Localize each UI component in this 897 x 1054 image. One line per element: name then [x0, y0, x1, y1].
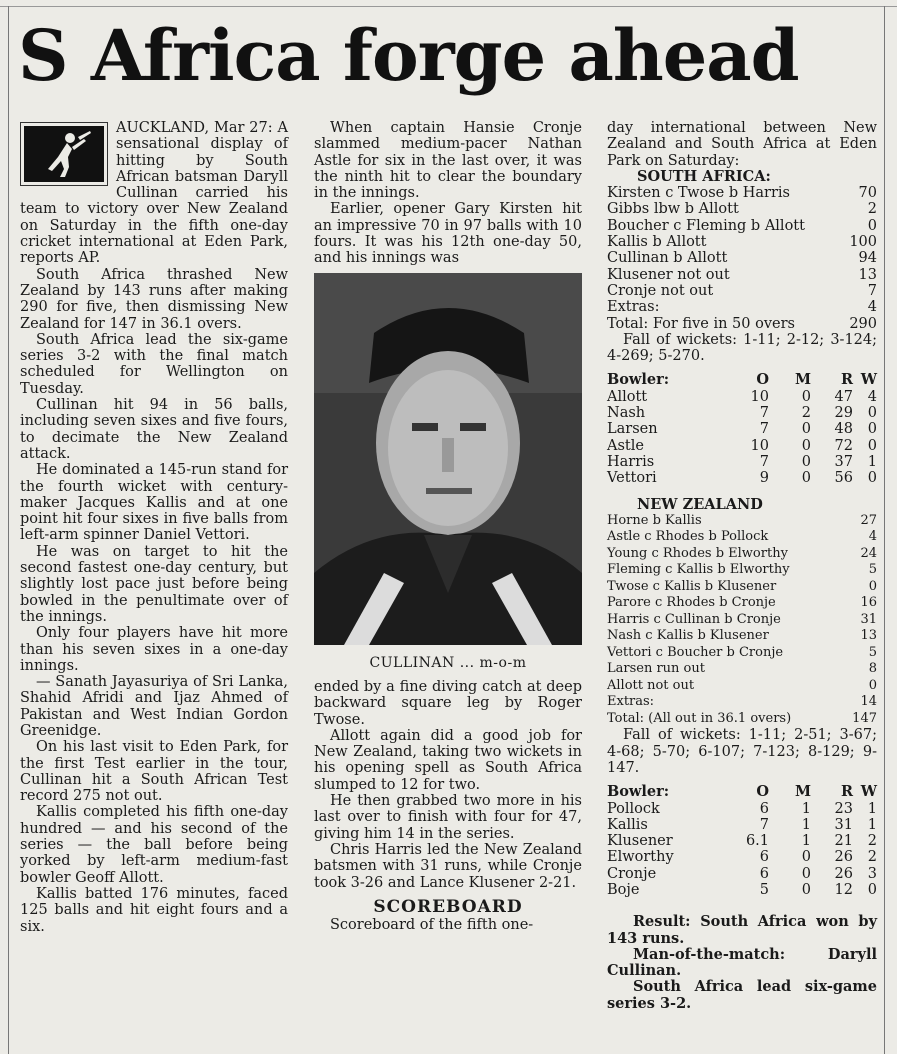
runs: 7: [867, 282, 877, 299]
maidens: 1: [801, 800, 811, 817]
runs: 70: [858, 185, 877, 202]
total-row: [607, 316, 877, 332]
fall-of-wickets: Fall of wickets: 1-11; 2-12; 3-124; 4-269; 5-270.: [607, 331, 877, 365]
header-cell: Bowler:: [607, 371, 670, 389]
runs: 29: [834, 405, 853, 422]
runs: 0: [867, 217, 877, 234]
runs: 4: [868, 529, 877, 545]
runs: 16: [860, 595, 877, 611]
man-of-the-match: Man-of-the-match: Daryll Cullinan.: [607, 945, 877, 980]
bowling-row: [607, 882, 877, 898]
bowling-row: [607, 438, 877, 454]
paragraph: Chris Harris led the New Zealand batsmen with 31 runs, while Cronje took 3-26 and Lance Klusener 2-21.: [314, 841, 582, 891]
runs: 56: [834, 470, 853, 487]
batsman-name: Klusener not out: [607, 266, 730, 283]
paragraph: Kallis completed his fifth one-day hundred — and his second of the series — the ball before being yorked by left-arm medium-fast bowler Geoff Allott.: [20, 804, 288, 886]
header-cell: M: [794, 783, 811, 801]
batsman-name: Kallis b Allott: [607, 234, 707, 251]
paragraph: ended by a fine diving catch at deep backward square leg by Roger Twose.: [314, 678, 582, 728]
bowling-row: [607, 454, 877, 470]
article-column-2: [314, 120, 582, 933]
overs: 10: [750, 388, 769, 405]
header-cell: M: [794, 371, 811, 389]
bowling-row: [607, 405, 877, 421]
overs: 9: [759, 470, 769, 487]
bowler-name: Klusener: [607, 833, 673, 850]
bowling-row: [607, 470, 877, 486]
bowler-name: Elworthy: [607, 849, 674, 866]
bowler-name: Vettori: [607, 470, 657, 487]
wickets: 0: [867, 421, 877, 438]
batting-row: [607, 201, 877, 217]
paragraph: Only four players have hit more than his seven sixes in a one-day innings.: [20, 625, 288, 674]
bowling-header: [607, 372, 877, 388]
wickets: 1: [867, 453, 877, 470]
sa-team-heading: SOUTH AFRICA:: [637, 167, 771, 185]
total-row: [607, 711, 877, 728]
batting-row: [607, 628, 877, 645]
runs: 72: [834, 437, 853, 454]
sa-bowling-table: [607, 372, 877, 486]
sa-batting-list: [607, 185, 877, 332]
runs: 8: [868, 661, 877, 677]
batsman-name: Fleming c Kallis b Elworthy: [607, 562, 790, 578]
runs: 94: [858, 250, 877, 267]
header-cell: Bowler:: [607, 783, 670, 801]
runs: 47: [834, 388, 853, 405]
bowling-row: [607, 833, 877, 849]
bowling-row: [607, 421, 877, 437]
series-status: South Africa lead six-game series 3-2.: [607, 978, 877, 1012]
runs: 13: [858, 266, 877, 283]
maidens: 2: [801, 405, 811, 422]
overs: 7: [759, 453, 769, 470]
runs: 147: [852, 710, 877, 726]
maidens: 0: [801, 453, 811, 470]
paragraph: South Africa thrashed New Zealand by 143 runs after making 290 for five, then dismissing New Zealand for 147 in 36.1 overs.: [20, 266, 288, 332]
overs: 6: [759, 849, 769, 866]
batting-row: [607, 218, 877, 234]
runs: 26: [834, 865, 853, 882]
maidens: 0: [801, 470, 811, 487]
bowling-row: [607, 866, 877, 882]
maidens: 0: [801, 437, 811, 454]
runs: 4: [867, 299, 877, 316]
paragraph: On his last visit to Eden Park, for the first Test earlier in the tour, Cullinan hit a South African Test record 275 not out.: [20, 739, 288, 805]
fall-of-wickets: Fall of wickets: 1-11; 2-51; 3-67; 4-68; 5-70; 6-107; 7-123; 8-129; 9-147.: [607, 727, 877, 776]
runs: 0: [868, 677, 877, 693]
bowler-name: Nash: [607, 405, 646, 422]
runs: 5: [868, 562, 877, 578]
batsman-icon: [34, 129, 94, 179]
batsman-name: Larsen run out: [607, 661, 705, 677]
batting-row: [607, 546, 877, 563]
batting-row: [607, 678, 877, 695]
portrait-image: [314, 273, 582, 645]
paragraph: When captain Hansie Cronje slammed medium-pacer Nathan Astle for six in the last over, it was the ninth hit to clear the boundary in the innings.: [314, 120, 582, 202]
wickets: 0: [867, 405, 877, 422]
maidens: 1: [801, 833, 811, 850]
paragraph: Cullinan hit 94 in 56 balls, including seven sixes and five fours, to decimate the New Zealand attack.: [20, 397, 288, 462]
maidens: 0: [801, 882, 811, 898]
header-cell: W: [860, 783, 877, 801]
batsman-name: Horne b Kallis: [607, 512, 702, 528]
batsman-name: Boucher c Fleming b Allott: [607, 217, 805, 234]
extras-label: Extras:: [607, 694, 655, 710]
header-cell: O: [756, 371, 769, 389]
cullinan-photo: [314, 273, 582, 645]
runs: 13: [860, 628, 877, 644]
bowling-header: [607, 784, 877, 800]
bowler-name: Astle: [607, 437, 644, 454]
batting-row: [607, 267, 877, 283]
wickets: 0: [867, 470, 877, 487]
batsman-name: Allott not out: [607, 677, 695, 693]
paragraph: Kallis batted 176 minutes, faced 125 balls and hit eight fours and a six.: [20, 885, 288, 935]
runs: 48: [834, 421, 853, 438]
batting-row: [607, 234, 877, 250]
match-result: [607, 914, 877, 1012]
nz-batting-list: [607, 513, 877, 728]
total-label: Total: (All out in 36.1 overs): [607, 710, 792, 726]
overs: 6: [759, 865, 769, 882]
bowling-row: [607, 849, 877, 865]
overs: 6: [759, 800, 769, 817]
runs: 24: [860, 545, 877, 561]
bowler-name: Allott: [607, 388, 648, 405]
overs: 10: [750, 437, 769, 454]
runs: 26: [834, 849, 853, 866]
batsman-name: Kirsten c Twose b Harris: [607, 185, 790, 202]
runs: 37: [834, 453, 853, 470]
header-cell: R: [840, 371, 853, 389]
runs: 0: [868, 578, 877, 594]
maidens: 1: [801, 816, 811, 833]
header-cell: O: [756, 783, 769, 801]
batsman-name: Nash c Kallis b Klusener: [607, 628, 769, 644]
runs: 5: [868, 644, 877, 660]
batting-row: [607, 513, 877, 530]
wickets: 4: [867, 388, 877, 405]
paragraph: He then grabbed two more in his last over to finish with four for 47, giving him 14 in the series.: [314, 793, 582, 842]
header-cell: R: [840, 783, 853, 801]
overs: 5: [759, 882, 769, 898]
batting-row: [607, 612, 877, 629]
clipping-top-edge: [0, 0, 897, 7]
maidens: 0: [801, 421, 811, 438]
runs: 12: [834, 882, 853, 898]
paragraph: He was on target to hit the second fastest one-day century, but slightly lost pace just before being bowled in the penultimate over of the innings.: [20, 543, 288, 625]
runs: 21: [834, 833, 853, 850]
bowling-row: [607, 801, 877, 817]
total-label: Total: For five in 50 overs: [607, 315, 795, 332]
batsman-name: Young c Rhodes b Elworthy: [607, 545, 788, 561]
runs: 23: [834, 800, 853, 817]
extras-row: [607, 299, 877, 315]
batting-row: [607, 283, 877, 299]
paragraph: AUCKLAND, Mar 27: A sensational display of hitting by South African batsman Daryll Cullinan carried his team to victory over New Zealand on Saturday in the fifth one-day cricket international at Eden Park, reports AP.: [20, 120, 288, 267]
runs: 27: [860, 512, 877, 528]
overs: 7: [759, 405, 769, 422]
batsman-name: Cronje not out: [607, 282, 714, 299]
clipping-right-border: [884, 6, 885, 1054]
runs: 290: [849, 315, 877, 332]
batting-row: [607, 661, 877, 678]
wickets: 1: [867, 816, 877, 833]
photo-caption: CULLINAN ... m-o-m: [369, 654, 527, 671]
bowler-name: Harris: [607, 453, 655, 470]
overs: 7: [759, 816, 769, 833]
paragraph: Scoreboard of the fifth one-: [330, 917, 534, 934]
paragraph: Earlier, opener Gary Kirsten hit an impressive 70 in 97 balls with 10 fours. It was his 12th one-day 50, and his innings was: [314, 201, 582, 267]
paragraph: day international between New Zealand and South Africa at Eden Park on Saturday:: [607, 120, 877, 169]
overs: 6.1: [745, 833, 769, 850]
wickets: 2: [867, 833, 877, 850]
batsman-name: Cullinan b Allott: [607, 250, 728, 267]
bowler-name: Cronje: [607, 865, 657, 882]
wickets: 3: [867, 865, 877, 882]
batting-row: [607, 579, 877, 596]
maidens: 0: [801, 388, 811, 405]
result-line: Result: South Africa won by 143 runs.: [607, 913, 877, 947]
batting-row: [607, 185, 877, 201]
bowling-row: [607, 389, 877, 405]
runs: 31: [860, 611, 877, 627]
batting-row: [607, 529, 877, 546]
bowler-name: Kallis: [607, 816, 648, 833]
nz-team-heading: NEW ZEALAND: [637, 495, 763, 513]
batsman-name: Parore c Rhodes b Cronje: [607, 595, 776, 611]
cricket-batsman-logo: [20, 122, 108, 186]
maidens: 0: [801, 849, 811, 866]
batsman-name: Astle c Rhodes b Pollock: [607, 529, 769, 545]
batting-row: [607, 562, 877, 579]
runs: 2: [867, 201, 877, 218]
runs: 31: [834, 816, 853, 833]
paragraph: Allott again did a good job for New Zealand, taking two wickets in his opening spell as South Africa slumped to 12 for two.: [314, 727, 582, 793]
runs: 14: [860, 694, 877, 710]
maidens: 0: [801, 865, 811, 882]
runs: 100: [849, 234, 877, 251]
batting-row: [607, 595, 877, 612]
scoreboard-heading: SCOREBOARD: [373, 896, 523, 917]
extras-label: Extras:: [607, 299, 660, 316]
headline: S Africa forge ahead: [18, 14, 799, 97]
bowler-name: Boje: [607, 882, 640, 898]
extras-row: [607, 694, 877, 711]
batting-row: [607, 645, 877, 662]
overs: 7: [759, 421, 769, 438]
bowler-name: Larsen: [607, 421, 658, 438]
header-cell: W: [860, 371, 877, 389]
clipping-left-border: [8, 6, 9, 1054]
batsman-name: Gibbs lbw b Allott: [607, 201, 739, 218]
wickets: 2: [867, 849, 877, 866]
article-column-1: [20, 120, 288, 935]
batsman-name: Twose c Kallis b Klusener: [607, 578, 777, 594]
scoreboard-column: [607, 120, 877, 1012]
batsman-name: Vettori c Boucher b Cronje: [607, 644, 784, 660]
nz-bowling-table: [607, 784, 877, 898]
wickets: 0: [867, 437, 877, 454]
bowling-row: [607, 817, 877, 833]
batsman-name: Harris c Cullinan b Cronje: [607, 611, 781, 627]
bowler-name: Pollock: [607, 800, 660, 817]
batting-row: [607, 250, 877, 266]
paragraph: He dominated a 145-run stand for the fourth wicket with century-maker Jacques Kallis and at one point hit four sixes in five balls from left-arm spinner Daniel Vettori.: [20, 462, 288, 544]
wickets: 1: [867, 800, 877, 817]
paragraph: — Sanath Jayasuriya of Sri Lanka, Shahid Afridi and Ijaz Ahmed of Pakistan and West Indian Gordon Greenidge.: [20, 674, 288, 739]
paragraph: South Africa lead the six-game series 3-2 with the final match scheduled for Wellington on Tuesday.: [20, 331, 288, 397]
wickets: 0: [867, 882, 877, 898]
